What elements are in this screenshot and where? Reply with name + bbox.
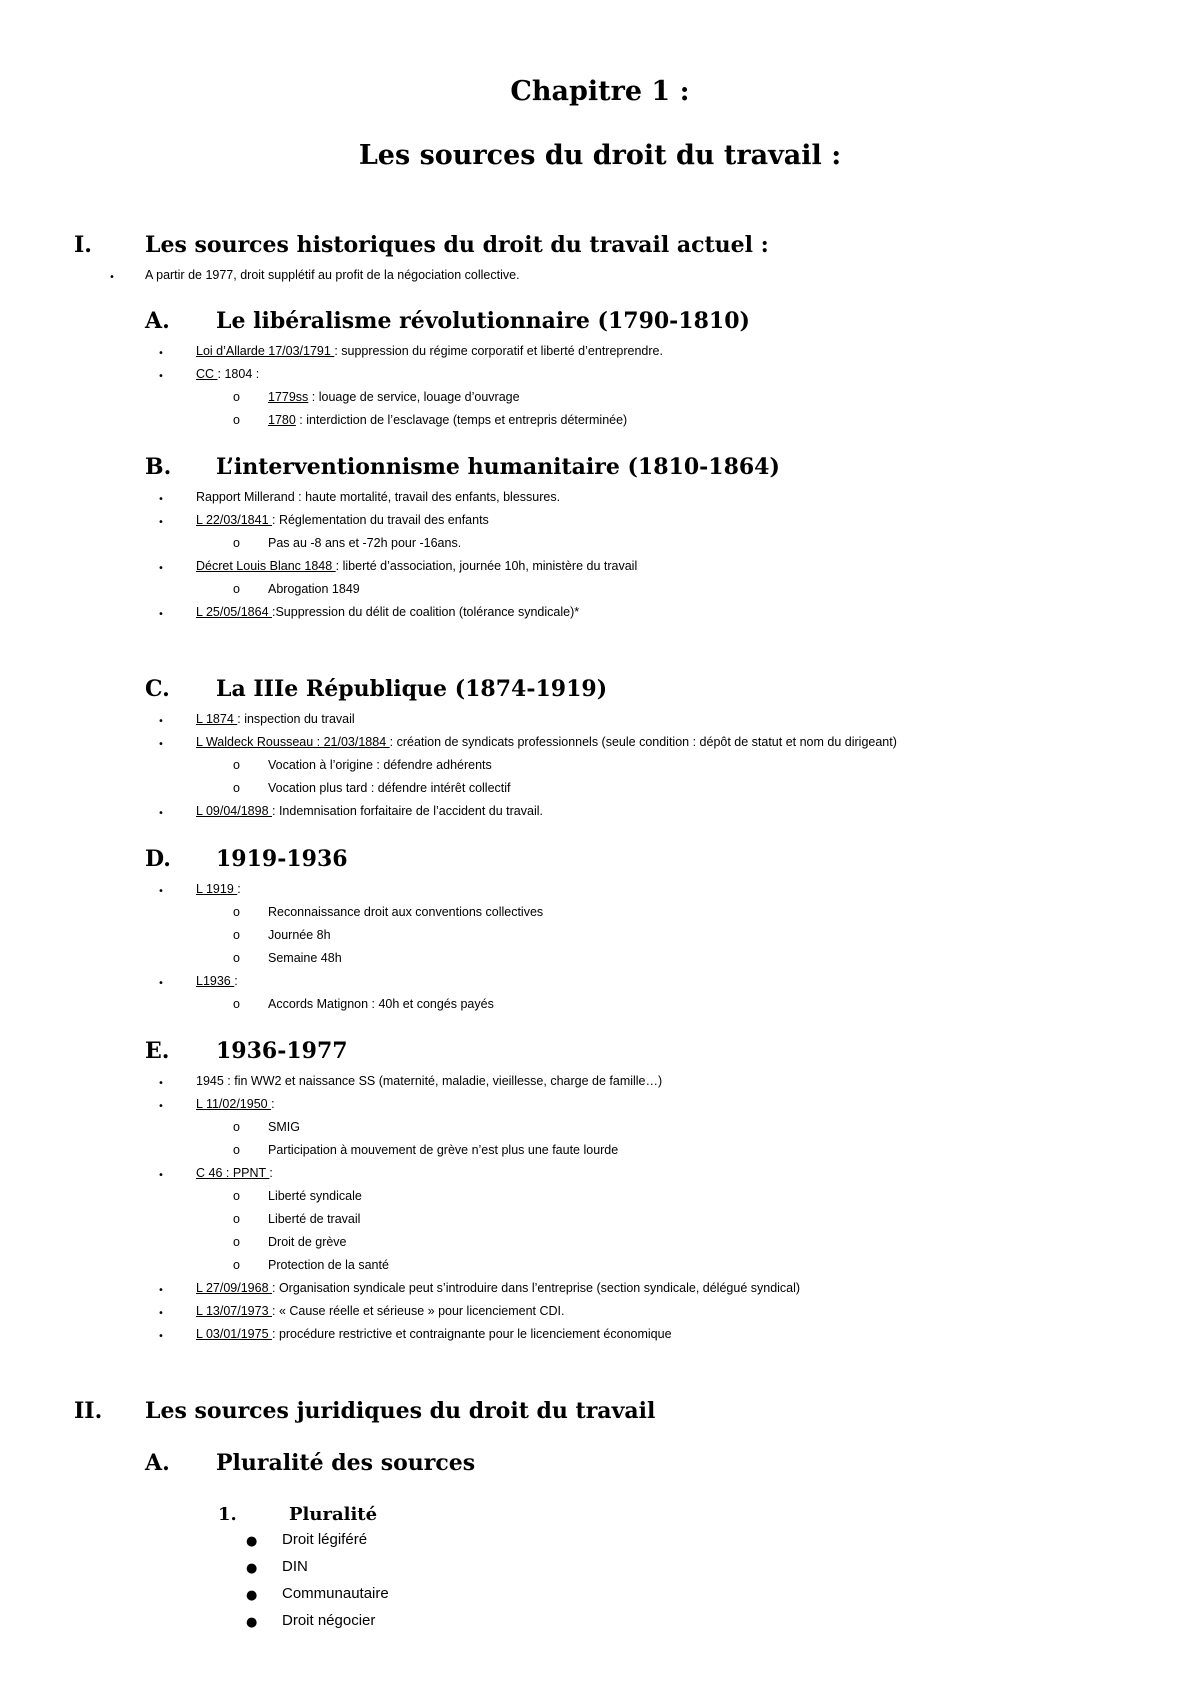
list-item: L 22/03/1841 : Réglementation du travail des enfants	[196, 513, 489, 527]
circle-bullet-icon: o	[233, 1189, 240, 1203]
circle-bullet-icon: o	[233, 951, 240, 965]
section-1b-number: B.	[145, 454, 172, 480]
circle-bullet-icon: o	[233, 413, 240, 427]
list-item: L 1874 : inspection du travail	[196, 712, 355, 726]
list-item: CC : 1804 :	[196, 367, 260, 381]
bullet-icon: •	[158, 371, 164, 382]
list-item: Droit légiféré	[282, 1531, 368, 1548]
list-item: L Waldeck Rousseau : 21/03/1884 : création de syndicats professionnels (seule condition : dépôt de statut et nom du dirigeant)	[196, 735, 897, 749]
list-item: 1945 : fin WW2 et naissance SS (maternité, maladie, vieillesse, charge de famille…)	[196, 1074, 663, 1088]
circle-bullet-icon: o	[233, 390, 240, 404]
list-item: Décret Louis Blanc 1848 : liberté d’association, journée 10h, ministère du travail	[196, 559, 638, 573]
circle-bullet-icon: o	[233, 905, 240, 919]
section-1-intro: A partir de 1977, droit supplétif au profit de la négociation collective.	[145, 268, 520, 282]
bullet-icon: •	[158, 1170, 164, 1181]
circle-bullet-icon: o	[233, 928, 240, 942]
list-item: L 27/09/1968 : Organisation syndicale peut s’introduire dans l’entreprise (section syndicale, délégué syndical)	[196, 1281, 801, 1295]
bullet-icon: •	[158, 563, 164, 574]
section-1-title: Les sources historiques du droit du travail actuel :	[145, 232, 769, 258]
section-1a-title: Le libéralisme révolutionnaire (1790-1810)	[216, 308, 750, 334]
bullet-icon: •	[158, 978, 164, 989]
circle-bullet-icon: o	[233, 781, 240, 795]
list-item: DIN	[282, 1558, 308, 1575]
list-item: L 03/01/1975 : procédure restrictive et contraignante pour le licenciement économique	[196, 1327, 672, 1341]
section-2a1-title: Pluralité	[289, 1504, 378, 1525]
bullet-icon: •	[158, 1078, 164, 1089]
bullet-icon: •	[158, 1285, 164, 1296]
bullet-icon: ●	[246, 1588, 258, 1603]
list-subitem: Liberté syndicale	[268, 1189, 362, 1203]
list-subitem: Accords Matignon : 40h et congés payés	[268, 997, 494, 1011]
bullet-icon: •	[158, 494, 164, 505]
section-2a-title: Pluralité des sources	[216, 1450, 476, 1476]
section-1c-number: C.	[145, 676, 170, 702]
bullet-icon: •	[158, 1101, 164, 1112]
circle-bullet-icon: o	[233, 1258, 240, 1272]
bullet-icon: •	[109, 272, 115, 283]
list-subitem: Droit de grève	[268, 1235, 347, 1249]
bullet-icon: •	[158, 808, 164, 819]
bullet-icon: •	[158, 517, 164, 528]
list-subitem: SMIG	[268, 1120, 300, 1134]
list-item: C 46 : PPNT :	[196, 1166, 273, 1180]
list-item: L1936 :	[196, 974, 238, 988]
list-subitem: Reconnaissance droit aux conventions collectives	[268, 905, 544, 919]
list-item: L 09/04/1898 : Indemnisation forfaitaire de l’accident du travail.	[196, 804, 543, 818]
list-subitem: Journée 8h	[268, 928, 331, 942]
bullet-icon: •	[158, 886, 164, 897]
list-subitem: Vocation à l’origine : défendre adhérents	[268, 758, 492, 772]
list-item: Loi d’Allarde 17/03/1791 : suppression du régime corporatif et liberté d’entreprendre.	[196, 344, 663, 358]
list-subitem: Pas au -8 ans et -72h pour -16ans.	[268, 536, 462, 550]
list-item: L 13/07/1973 : « Cause réelle et sérieuse » pour licenciement CDI.	[196, 1304, 565, 1318]
list-item: L 1919 :	[196, 882, 241, 896]
list-subitem: 1779ss : louage de service, louage d’ouvrage	[268, 390, 520, 404]
section-2a1-number: 1.	[218, 1504, 237, 1525]
list-item: L 25/05/1864 :Suppression du délit de coalition (tolérance syndicale)*	[196, 605, 580, 619]
circle-bullet-icon: o	[233, 1235, 240, 1249]
list-item: Droit négocier	[282, 1612, 376, 1629]
bullet-icon: •	[158, 1331, 164, 1342]
circle-bullet-icon: o	[233, 1212, 240, 1226]
circle-bullet-icon: o	[233, 1120, 240, 1134]
list-item: Communautaire	[282, 1585, 389, 1602]
section-1d-number: D.	[145, 846, 171, 872]
section-1b-title: L’interventionnisme humanitaire (1810-1864)	[216, 454, 780, 480]
section-2a-number: A.	[145, 1450, 170, 1476]
section-2-number: II.	[74, 1398, 103, 1424]
list-subitem: Semaine 48h	[268, 951, 342, 965]
chapter-subtitle: Les sources du droit du travail :	[358, 140, 842, 171]
section-2-title: Les sources juridiques du droit du travail	[145, 1398, 656, 1424]
bullet-icon: •	[158, 609, 164, 620]
section-1-number: I.	[74, 232, 92, 258]
chapter-title: Chapitre 1 :	[510, 76, 690, 107]
list-subitem: Vocation plus tard : défendre intérêt collectif	[268, 781, 511, 795]
bullet-icon: •	[158, 1308, 164, 1319]
list-subitem: Liberté de travail	[268, 1212, 361, 1226]
list-item: L 11/02/1950 :	[196, 1097, 275, 1111]
list-subitem: Participation à mouvement de grève n’est plus une faute lourde	[268, 1143, 619, 1157]
circle-bullet-icon: o	[233, 758, 240, 772]
circle-bullet-icon: o	[233, 536, 240, 550]
section-1e-title: 1936-1977	[216, 1038, 348, 1064]
circle-bullet-icon: o	[233, 1143, 240, 1157]
circle-bullet-icon: o	[233, 997, 240, 1011]
circle-bullet-icon: o	[233, 582, 240, 596]
bullet-icon: •	[158, 716, 164, 727]
section-1a-number: A.	[145, 308, 170, 334]
bullet-icon: •	[158, 739, 164, 750]
bullet-icon: ●	[246, 1534, 258, 1549]
section-1d-title: 1919-1936	[216, 846, 348, 872]
section-1e-number: E.	[145, 1038, 170, 1064]
bullet-icon: ●	[246, 1561, 258, 1576]
list-subitem: Abrogation 1849	[268, 582, 360, 596]
list-subitem: Protection de la santé	[268, 1258, 389, 1272]
bullet-icon: •	[158, 348, 164, 359]
section-1c-title: La IIIe République (1874-1919)	[216, 676, 608, 702]
list-item: Rapport Millerand : haute mortalité, travail des enfants, blessures.	[196, 490, 561, 504]
list-subitem: 1780 : interdiction de l’esclavage (temps et entrepris déterminée)	[268, 413, 628, 427]
bullet-icon: ●	[246, 1615, 258, 1630]
